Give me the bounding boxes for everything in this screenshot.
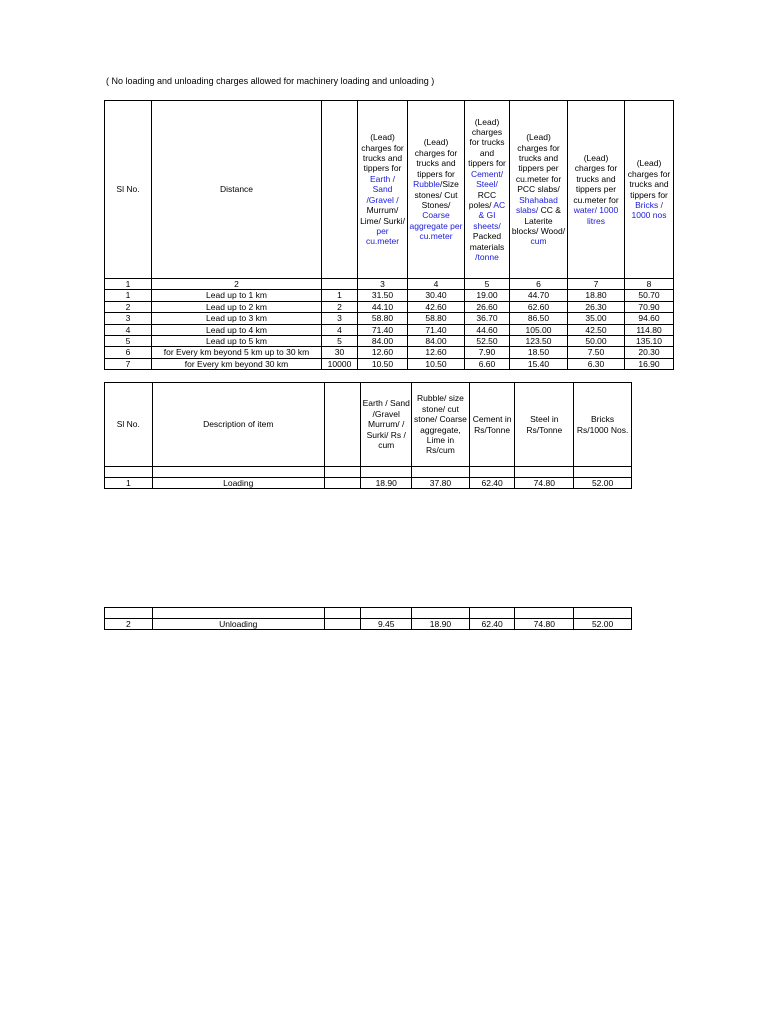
- value-cell: 86.50: [510, 313, 568, 324]
- value-cell: 6.60: [465, 358, 510, 369]
- col-header-slabs: (Lead) charges for trucks and tippers per cu.meter for PCC slabs/ Shahabad slabs/ CC & Laterite blocks/ Wood/ cum: [510, 101, 568, 279]
- distance-cell: for Every km beyond 30 km: [152, 358, 322, 369]
- col-header-bricks: Bricks Rs/1000 Nos.: [574, 383, 632, 467]
- col-header-rubble: Rubble/ size stone/ cut stone/ Coarse aggregate, Lime in Rs/cum: [412, 383, 470, 467]
- loading-charges-table: [104, 382, 632, 489]
- km-cell: 1: [322, 290, 358, 301]
- value-cell: 20.30: [625, 347, 674, 358]
- value-cell: 44.60: [465, 324, 510, 335]
- km-cell: 10000: [322, 358, 358, 369]
- index-cell: 2: [152, 279, 322, 290]
- value-cell: 10.50: [358, 358, 408, 369]
- table-row: [105, 290, 721, 301]
- col-header-cement: (Lead) charges for trucks and tippers for Cement/ Steel/ RCC poles/ AC & GI sheets/ Packed materials /tonne: [465, 101, 510, 279]
- value-cell: 62.40: [469, 478, 515, 489]
- value-cell: 44.70: [510, 290, 568, 301]
- value-cell: 74.80: [515, 619, 574, 630]
- col-header-earth: (Lead) charges for trucks and tippers for Earth / Sand /Gravel / Murrum/ Lime/ Surki/ per cu.meter: [358, 101, 408, 279]
- col-header-water: (Lead) charges for trucks and tippers per cu.meter for water/ 1000 litres: [568, 101, 625, 279]
- value-cell: 12.60: [408, 347, 465, 358]
- value-cell: 135.10: [625, 336, 674, 347]
- value-cell: 42.50: [568, 324, 625, 335]
- value-cell: 18.80: [568, 290, 625, 301]
- col-header-cement: Cement in Rs/Tonne: [469, 383, 515, 467]
- blank-row: [105, 467, 632, 478]
- distance-cell: Lead up to 4 km: [152, 324, 322, 335]
- description-header: Description of item: [152, 383, 324, 467]
- km-cell: 30: [322, 347, 358, 358]
- unloading-charges-table: [104, 607, 632, 630]
- value-cell: 123.50: [510, 336, 568, 347]
- table-row: [105, 619, 632, 630]
- value-cell: 52.50: [465, 336, 510, 347]
- value-cell: 7.50: [568, 347, 625, 358]
- index-cell: 3: [358, 279, 408, 290]
- index-row: [105, 279, 721, 290]
- col-header-earth: Earth / Sand /Gravel Murrum/ / Surki/ Rs / cum: [361, 383, 412, 467]
- value-cell: 94.60: [625, 313, 674, 324]
- km-cell: 5: [322, 336, 358, 347]
- value-cell: 62.40: [469, 619, 515, 630]
- sl-no-header: Sl No.: [105, 101, 152, 279]
- index-cell: 8: [625, 279, 674, 290]
- value-cell: 114.80: [625, 324, 674, 335]
- value-cell: 26.60: [465, 301, 510, 312]
- value-cell: 62.60: [510, 301, 568, 312]
- table-row: [105, 301, 721, 312]
- lead-charges-table: [104, 100, 721, 370]
- blank-header: [324, 383, 360, 467]
- value-cell: 12.60: [358, 347, 408, 358]
- index-cell: 1: [105, 279, 152, 290]
- value-cell: 18.90: [361, 478, 412, 489]
- value-cell: 84.00: [358, 336, 408, 347]
- value-cell: 84.00: [408, 336, 465, 347]
- value-cell: 50.70: [625, 290, 674, 301]
- table-row: [105, 324, 721, 335]
- km-header: [322, 101, 358, 279]
- value-cell: 58.80: [408, 313, 465, 324]
- index-cell: 5: [465, 279, 510, 290]
- value-cell: 58.80: [358, 313, 408, 324]
- table-row: [105, 313, 721, 324]
- value-cell: 36.70: [465, 313, 510, 324]
- value-cell: 37.80: [412, 478, 470, 489]
- distance-cell: Lead up to 1 km: [152, 290, 322, 301]
- value-cell: 70.90: [625, 301, 674, 312]
- distance-cell: Lead up to 2 km: [152, 301, 322, 312]
- index-cell: 7: [568, 279, 625, 290]
- table-row: [105, 347, 721, 358]
- index-cell: 4: [408, 279, 465, 290]
- sl-no-header: Sl No.: [105, 383, 153, 467]
- lead-header-row: [105, 101, 721, 279]
- value-cell: 18.50: [510, 347, 568, 358]
- value-cell: 35.00: [568, 313, 625, 324]
- value-cell: 44.10: [358, 301, 408, 312]
- note-text: ( No loading and unloading charges allowed for machinery loading and unloading ): [106, 76, 435, 86]
- value-cell: 15.40: [510, 358, 568, 369]
- value-cell: 26.30: [568, 301, 625, 312]
- value-cell: 42.60: [408, 301, 465, 312]
- col-header-steel: Steel in Rs/Tonne: [515, 383, 574, 467]
- sl-cell: 2: [105, 619, 153, 630]
- value-cell: 50.00: [568, 336, 625, 347]
- value-cell: 10.50: [408, 358, 465, 369]
- sl-cell: 1: [105, 478, 153, 489]
- value-cell: 16.90: [625, 358, 674, 369]
- sl-cell: 3: [105, 313, 152, 324]
- distance-cell: Lead up to 5 km: [152, 336, 322, 347]
- sl-cell: 7: [105, 358, 152, 369]
- desc-cell: Unloading: [152, 619, 324, 630]
- desc-cell: Loading: [152, 478, 324, 489]
- value-cell: 30.40: [408, 290, 465, 301]
- value-cell: 71.40: [408, 324, 465, 335]
- col-header-bricks: (Lead) charges for trucks and tippers for Bricks / 1000 nos: [625, 101, 674, 279]
- table-row: [105, 358, 721, 369]
- table-row: [105, 478, 632, 489]
- sl-cell: 6: [105, 347, 152, 358]
- blank-row: [105, 608, 632, 619]
- value-cell: 18.90: [412, 619, 470, 630]
- sl-cell: 1: [105, 290, 152, 301]
- km-cell: 2: [322, 301, 358, 312]
- table-row: [105, 336, 721, 347]
- value-cell: 6.30: [568, 358, 625, 369]
- value-cell: 52.00: [574, 619, 632, 630]
- sl-cell: 5: [105, 336, 152, 347]
- value-cell: 52.00: [574, 478, 632, 489]
- sl-cell: 2: [105, 301, 152, 312]
- value-cell: 105.00: [510, 324, 568, 335]
- km-cell: 3: [322, 313, 358, 324]
- value-cell: 74.80: [515, 478, 574, 489]
- index-cell: 6: [510, 279, 568, 290]
- distance-cell: Lead up to 3 km: [152, 313, 322, 324]
- loading-header-row: [105, 383, 632, 467]
- value-cell: 71.40: [358, 324, 408, 335]
- value-cell: 9.45: [361, 619, 412, 630]
- km-cell: 4: [322, 324, 358, 335]
- distance-cell: for Every km beyond 5 km up to 30 km: [152, 347, 322, 358]
- index-cell: [322, 279, 358, 290]
- value-cell: 7.90: [465, 347, 510, 358]
- value-cell: 31.50: [358, 290, 408, 301]
- sl-cell: 4: [105, 324, 152, 335]
- value-cell: 19.00: [465, 290, 510, 301]
- col-header-rubble: (Lead) charges for trucks and tippers for Rubble/Size stones/ Cut Stones/ Coarse aggregate per cu.meter: [408, 101, 465, 279]
- distance-header: Distance: [152, 101, 322, 279]
